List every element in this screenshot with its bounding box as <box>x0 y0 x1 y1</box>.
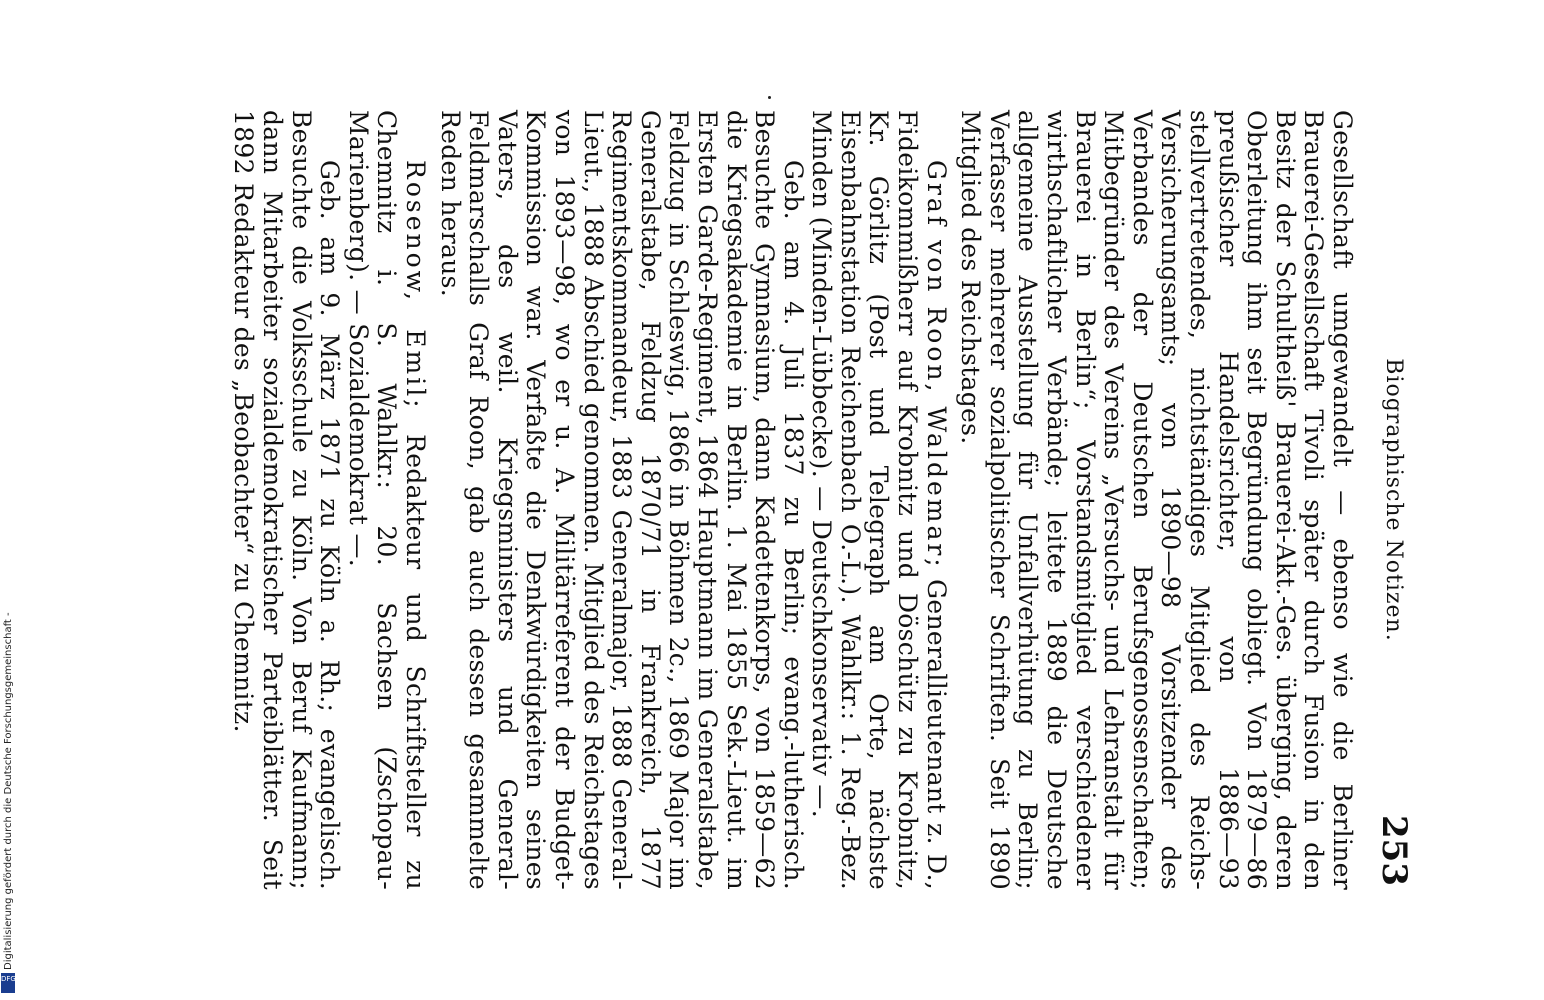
entry-name-roon: Graf von Roon, Waldemar; <box>921 160 951 570</box>
page-number: 253 <box>1374 815 1414 886</box>
page-text <box>229 110 1356 890</box>
entry-text-roon: Generallieutenant z. D., Fideikommißherr auf Krobnitz und Döschütz zu Krobnitz, Kr. Görlitz (Post und Telegraph am Orte, nächste Eisenbahnstation Reichenbach O.-L.). Wahlkr.: 1. Reg.-Bez. Minden (Minden-Lübbecke). — Deutschkonservativ —. <box>807 110 951 891</box>
running-title: Biographische Notizen. <box>1381 358 1406 642</box>
page-header <box>1356 110 1414 890</box>
entry-text-rosenow: Redakteur und Schriftsteller zu Chemnitz i. S. Wahlkr.: 20. Sachsen (Zschopau-Marienberg). — Sozialdemokrat —. <box>343 110 430 890</box>
paragraph-brewery-continuation: Gesellschaft umgewandelt — ebenso wie die Berliner Brauerei-Gesellschaft Tivoli später durch Fusion in den Besitz der Schultheiß' Brauerei-Akt.-Ges. überging, deren Oberleitung ihm seit Begründung obliegt. Von 1879—86 preußischer Handelsrichter, von 1886—93 stellvertretendes, nichtständiges Mitglied des Reichs-Versicherungsamts; von 1890—98 Vorsitzender des Verbandes der Deutschen Berufsgenossenschaften; Mitbegründer des Vereins „Versuchs- und Lehranstalt für Brauerei in Berlin“; Vorstandsmitglied verschiedener wirthschaftlicher Verbände; leitete 1889 die Deutsche allgemeine Ausstellung für Unfallverhütung zu Berlin; Verfasser mehrerer sozialpolitischer Schriften. Seit 1890 Mitglied des Reichstages. <box>956 110 1357 890</box>
paragraph-rosenow-biography: Geb. am 9. März 1871 zu Köln a. Rh.; evangelisch. Besuchte die Volksschule zu Köln. Von Beruf Kaufmann; dann Mitarbeiter sozialdemokratischer Parteiblätter. Seit 1892 Redakteur des „Beobachter“ zu Chemnitz. <box>229 110 345 890</box>
entry-rosenow <box>343 110 429 890</box>
entry-roon <box>807 110 950 890</box>
paragraph-roon-biography: Geb. am 4. Juli 1837 zu Berlin; evang.-lutherisch. Besuchte Gymnasium, dann Kadettenkorps, von 1859—62 die Kriegsakademie in Berlin. 1. Mai 1855 Sek.-Lieut. im Ersten Garde-Regiment, 1864 Hauptmann im Generalstabe, Feldzug in Schleswig, 1866 in Böhmen 2c., 1869 Major im Generalstabe, Feldzug 1870/71 in Frankreich, 1877 Regimentskommandeur, 1883 Generalmajor, 1888 General-Lieut., 1888 Abschied genommen. Mitglied des Reichstages von 1893—98, wo er u. A. Militärreferent der Budget-Kommission war. Verfaßte die Denkwürdigkeiten seines Vaters, des weil. Kriegsministers und General-Feldmarschalls Graf Roon, gab auch dessen gesammelte Reden heraus. <box>435 110 808 890</box>
book-page <box>164 110 1414 890</box>
credit-text: Digitalisierung gefördert durch die Deutsche Forschungsgemeinschaft - <box>3 612 14 970</box>
dfg-logo-icon: DFG <box>1 973 15 993</box>
entry-name-rosenow: Rosenow, Emil; <box>401 160 430 411</box>
digitization-credit <box>0 600 16 995</box>
print-speck <box>768 96 771 99</box>
